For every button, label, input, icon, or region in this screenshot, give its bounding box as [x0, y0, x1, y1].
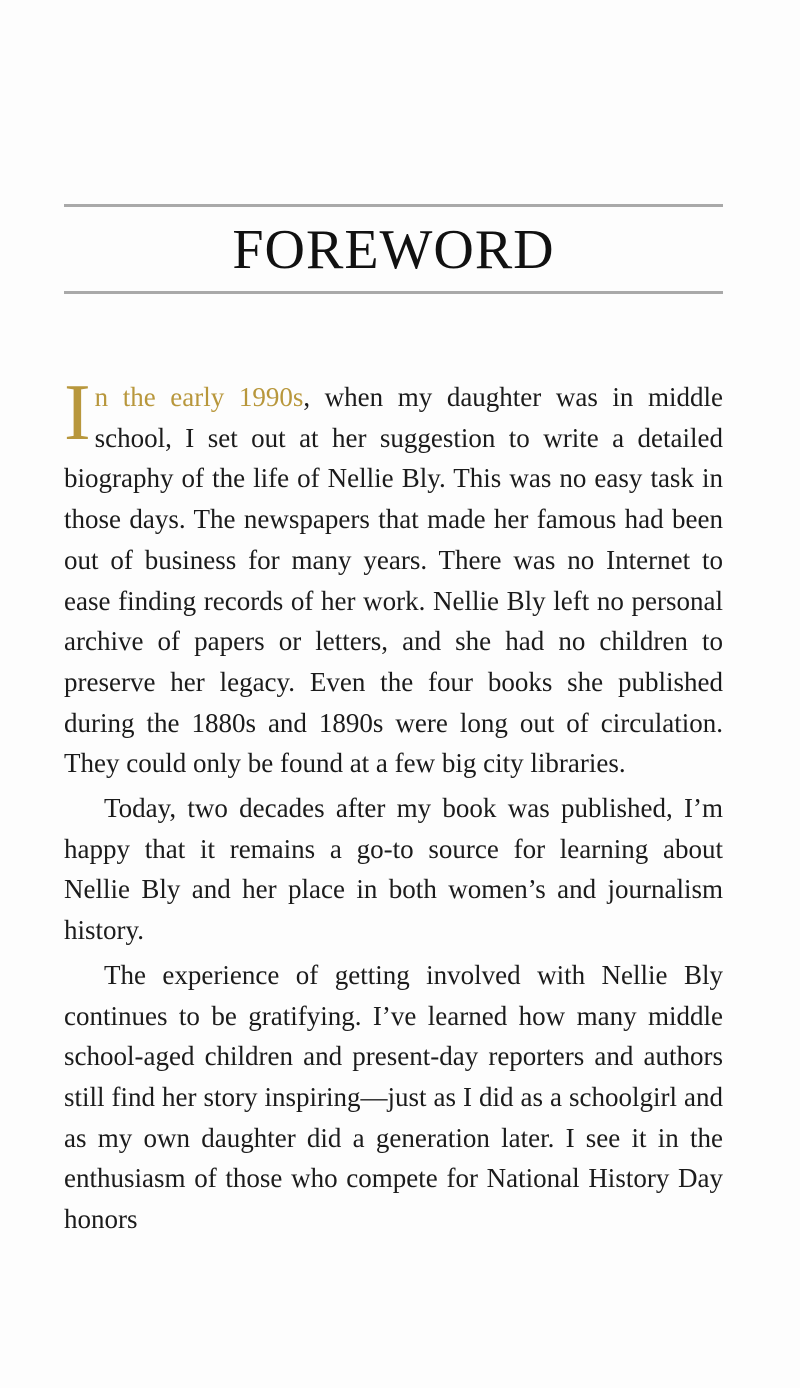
- paragraph-2: Today, two decades after my book was published, I’m happy that it remains a go-to source for learning about Nellie Bly and her place in both women’s and journalism history.: [64, 793, 723, 946]
- drop-cap: I: [64, 369, 91, 457]
- heading-rule-top: [64, 204, 723, 207]
- lead-in-text: n the early 1990s: [94, 382, 304, 412]
- chapter-title: FOREWORD: [232, 219, 555, 281]
- book-page: [64, 0, 723, 1388]
- paragraph-1-text: , when my daughter was in middle school, I set out at her suggestion to write a detailed biography of the life of Nellie Bly. This was no easy task in those days. The newspapers that made her famous had been out of business for many years. There was no Internet to ease finding records of her work. Nellie Bly left no personal archive of papers or letters, and she had no children to preserve her legacy. Even the four books she published during the 1880s and 1890s were long out of circulation. They could only be found at a few big city libraries.: [64, 382, 723, 779]
- chapter-body: [64, 369, 723, 1240]
- paragraph-3: The experience of getting involved with Nellie Bly continues to be gratifying. I’ve learned how many middle school-aged children and present-day reporters and authors still find her story inspiring—just as I did as a schoolgirl and as my own daughter did a generation later. I see it in the enthusiasm of those who compete for National History Day honors: [64, 959, 723, 1235]
- heading-rule-bottom: [64, 291, 723, 294]
- paragraph-1: [64, 369, 723, 784]
